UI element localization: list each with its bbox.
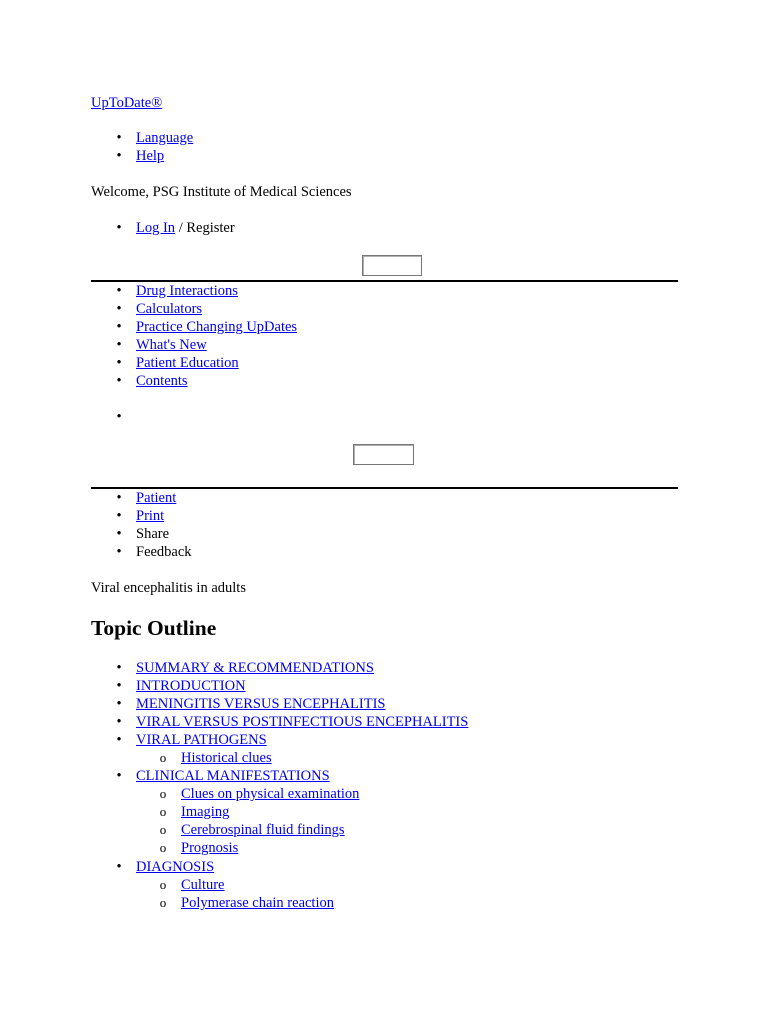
nav-item-patient-education xyxy=(91,354,297,372)
calculators-link[interactable]: Calculators xyxy=(136,301,203,317)
bullet: • xyxy=(116,678,122,694)
toolbar-item-share xyxy=(91,525,192,543)
help-link[interactable]: Help xyxy=(136,148,165,164)
topic-title: Viral encephalitis in adults xyxy=(91,580,246,596)
bullet: • xyxy=(116,283,122,299)
outline-link-prognosis[interactable]: Prognosis xyxy=(181,840,239,856)
outline-subitem-imaging xyxy=(91,803,359,821)
topic-outline-2 xyxy=(91,767,330,785)
bullet: o xyxy=(159,786,167,801)
outline-item-diagnosis xyxy=(91,858,214,876)
outline-link-culture[interactable]: Culture xyxy=(181,877,225,893)
outline-subitem-historical-clues xyxy=(91,749,272,767)
search-input[interactable] xyxy=(362,255,422,276)
outline-subitem-pcr xyxy=(91,894,334,912)
language-link[interactable]: Language xyxy=(136,130,194,146)
outline-heading: Topic Outline xyxy=(91,616,217,640)
toolbar-item-patient xyxy=(91,489,192,507)
bullet: • xyxy=(116,544,122,560)
outline-link-physical-exam[interactable]: Clues on physical examination xyxy=(181,786,360,802)
bullet: • xyxy=(116,696,122,712)
account-item xyxy=(91,219,235,237)
login-separator: / xyxy=(175,220,187,236)
outline-item-viral-postinfectious xyxy=(91,713,468,731)
bullet: • xyxy=(116,337,122,353)
bullet: • xyxy=(116,859,122,875)
outline-link-historical-clues[interactable]: Historical clues xyxy=(181,750,272,766)
outline-item-viral-pathogens xyxy=(91,731,468,749)
utility-item-language xyxy=(91,129,193,147)
nav-item-drug-interactions xyxy=(91,282,297,300)
bullet: • xyxy=(116,490,122,506)
outline-subitem-csf-findings xyxy=(91,821,359,839)
outline-sublist-diagnosis xyxy=(91,876,334,912)
bullet: • xyxy=(116,714,122,730)
outline-link-csf-findings[interactable]: Cerebrospinal fluid findings xyxy=(181,822,345,838)
bullet: o xyxy=(159,822,167,837)
register-text: Register xyxy=(186,220,235,236)
outline-item-summary xyxy=(91,659,468,677)
outline-link-imaging[interactable]: Imaging xyxy=(181,804,230,820)
toolbar-item-feedback xyxy=(91,543,192,561)
outline-item-introduction xyxy=(91,677,468,695)
outline-subitem-culture xyxy=(91,876,334,894)
patient-education-link[interactable]: Patient Education xyxy=(136,355,239,371)
outline-sublist-clinical xyxy=(91,785,359,857)
bullet: • xyxy=(116,355,122,371)
feedback-text[interactable]: Feedback xyxy=(136,544,192,560)
bullet: • xyxy=(116,732,122,748)
empty-nav xyxy=(91,408,136,426)
outline-link-viral-pathogens[interactable]: VIRAL PATHOGENS xyxy=(136,732,267,748)
nav-item-calculators xyxy=(91,300,297,318)
bullet: • xyxy=(116,130,122,146)
welcome-text: Welcome, PSG Institute of Medical Sciences xyxy=(91,184,352,200)
login-link[interactable]: Log In xyxy=(136,220,176,236)
bullet: • xyxy=(116,373,122,389)
bullet: • xyxy=(116,526,122,542)
outline-link-diagnosis[interactable]: DIAGNOSIS xyxy=(136,859,215,875)
bullet: • xyxy=(116,768,122,784)
share-text[interactable]: Share xyxy=(136,526,170,542)
outline-subitem-prognosis xyxy=(91,839,359,857)
outline-item-meningitis xyxy=(91,695,468,713)
topic-search-input[interactable] xyxy=(353,444,414,465)
outline-subitem-physical-exam xyxy=(91,785,359,803)
outline-link-clinical-manifestations[interactable]: CLINICAL MANIFESTATIONS xyxy=(136,768,330,784)
contents-link[interactable]: Contents xyxy=(136,373,188,389)
main-nav xyxy=(91,282,297,390)
bullet: o xyxy=(159,840,167,855)
outline-link-viral-postinfectious[interactable]: VIRAL VERSUS POSTINFECTIOUS ENCEPHALITIS xyxy=(136,714,469,730)
empty-list-item xyxy=(91,408,136,426)
whats-new-link[interactable]: What's New xyxy=(136,337,207,353)
outline-item-clinical-manifestations xyxy=(91,767,330,785)
outline-link-summary[interactable]: SUMMARY & RECOMMENDATIONS xyxy=(136,660,374,676)
practice-changing-updates-link[interactable]: Practice Changing UpDates xyxy=(136,319,298,335)
drug-interactions-link[interactable]: Drug Interactions xyxy=(136,283,238,299)
account-nav xyxy=(91,219,235,237)
bullet: • xyxy=(116,148,122,164)
topic-outline xyxy=(91,659,468,749)
bullet: o xyxy=(159,877,167,892)
print-link[interactable]: Print xyxy=(136,508,165,524)
brand-link[interactable]: UpToDate® xyxy=(91,95,163,111)
bullet: o xyxy=(159,750,167,765)
nav-item-whats-new xyxy=(91,336,297,354)
utility-nav xyxy=(91,129,193,165)
topic-toolbar xyxy=(91,489,192,561)
bullet: • xyxy=(116,220,122,236)
bullet: o xyxy=(159,804,167,819)
outline-link-introduction[interactable]: INTRODUCTION xyxy=(136,678,246,694)
patient-link[interactable]: Patient xyxy=(136,490,177,506)
nav-item-practice-changing-updates xyxy=(91,318,297,336)
bullet: o xyxy=(159,895,167,910)
outline-sublist-viral-pathogens xyxy=(91,749,272,767)
bullet: • xyxy=(116,319,122,335)
utility-item-help xyxy=(91,147,193,165)
nav-item-contents xyxy=(91,372,297,390)
outline-link-meningitis[interactable]: MENINGITIS VERSUS ENCEPHALITIS xyxy=(136,696,386,712)
bullet: • xyxy=(116,409,122,425)
topic-outline-3 xyxy=(91,858,214,876)
outline-link-pcr[interactable]: Polymerase chain reaction xyxy=(181,895,334,911)
bullet: • xyxy=(116,508,122,524)
toolbar-item-print xyxy=(91,507,192,525)
bullet: • xyxy=(116,301,122,317)
bullet: • xyxy=(116,660,122,676)
